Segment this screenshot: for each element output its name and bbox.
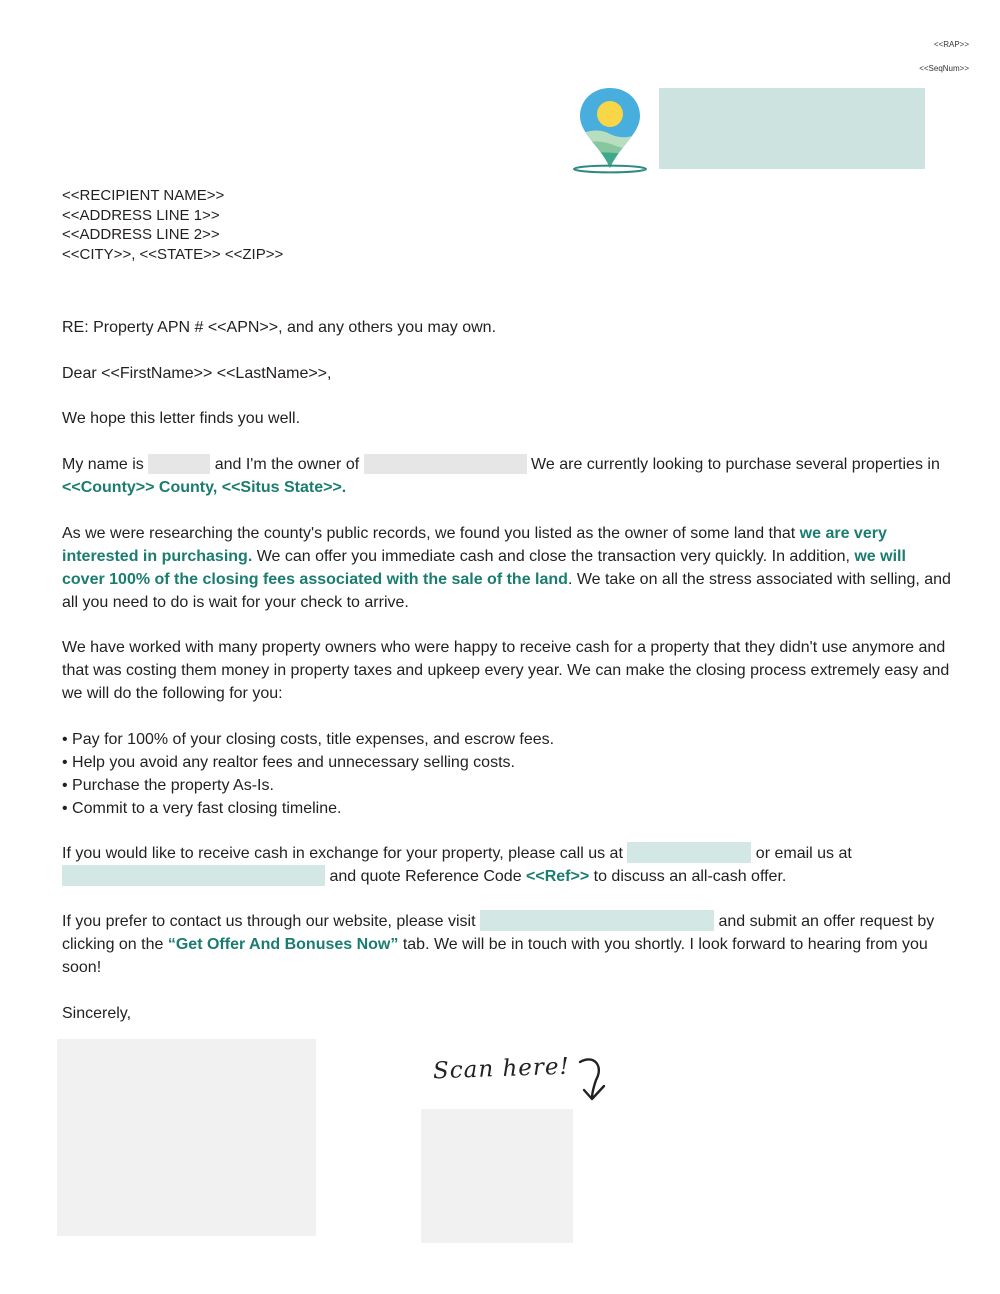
salutation: Dear <<FirstName>> <<LastName>>, xyxy=(62,365,332,382)
contact-text-b: or email us at xyxy=(751,845,852,862)
intro-paragraph xyxy=(62,453,952,499)
scan-here-label: Scan here! xyxy=(432,1053,571,1085)
redacted-phone-number xyxy=(627,842,751,863)
redacted-sender-name xyxy=(148,454,210,474)
qr-code-placeholder xyxy=(421,1109,573,1243)
address-line-2: <<ADDRESS LINE 2>> xyxy=(62,226,220,244)
rap-merge-tag: <<RAP>> xyxy=(933,40,969,49)
research-highlight-1: we are very interested in purchasing. xyxy=(62,525,887,565)
list-item: • Help you avoid any realtor fees and unnecessary selling costs. xyxy=(62,754,515,771)
location-pin-icon xyxy=(570,82,650,174)
closing: Sincerely, xyxy=(62,1005,132,1022)
signature-placeholder xyxy=(57,1039,316,1236)
list-item: • Purchase the property As-Is. xyxy=(62,777,274,794)
offer-tab-name: “Get Offer And Bonuses Now” xyxy=(167,936,399,953)
benefits-list xyxy=(62,728,952,820)
intro-text-c: We are currently looking to purchase several properties in xyxy=(526,456,940,473)
website-text-a: If you prefer to contact us through our website, please visit xyxy=(62,913,480,930)
address-line-1: <<ADDRESS LINE 1>> xyxy=(62,206,220,224)
redacted-website-url xyxy=(480,910,714,931)
contact-paragraph xyxy=(62,842,952,888)
research-text-b: We can offer you immediate cash and close the transaction very quickly. In addition, xyxy=(252,548,855,565)
intro-text-a: My name is xyxy=(62,456,149,473)
research-highlight-2: we will cover 100% of the closing fees associated with the sale of the land xyxy=(62,548,906,588)
seqnum-merge-tag: <<SeqNum>> xyxy=(919,64,969,73)
city-state-zip: <<CITY>>, <<STATE>> <<ZIP>> xyxy=(62,245,284,263)
recipient-address-block xyxy=(62,186,283,264)
research-paragraph xyxy=(62,522,952,614)
experience-paragraph: We have worked with many property owners who were happy to receive cash for a property that they didn't use anymore and that was costing them money in property taxes and upkeep every year. We can make the closing process extremely easy and we will do the following for you: xyxy=(62,639,950,702)
contact-text-d: to discuss an all-cash offer. xyxy=(589,868,787,885)
company-logo-placeholder xyxy=(659,88,925,169)
list-item: • Commit to a very fast closing timeline. xyxy=(62,800,342,817)
list-item: • Pay for 100% of your closing costs, title expenses, and escrow fees. xyxy=(62,731,555,748)
website-paragraph xyxy=(62,910,952,979)
contact-text-a: If you would like to receive cash in exchange for your property, please call us at xyxy=(62,845,628,862)
recipient-name: <<RECIPIENT NAME>> xyxy=(62,187,225,204)
intro-text-b: and I'm the owner of xyxy=(210,456,364,473)
county-state-highlight: <<County>> County, <<Situs State>>. xyxy=(62,479,347,496)
research-text-c: . We take on all the stress associated with selling, and all you need to do is wait for your check to arrive. xyxy=(62,571,951,611)
research-text-a: As we were researching the county's public records, we found you listed as the owner of some land that xyxy=(62,525,800,542)
contact-text-c: and quote Reference Code xyxy=(325,868,527,885)
curved-arrow-icon xyxy=(560,1052,620,1104)
website-text-b: and submit an offer request by clicking on the xyxy=(62,913,935,953)
redacted-company-name xyxy=(364,454,527,474)
re-line: RE: Property APN # <<APN>>, and any others you may own. xyxy=(62,319,497,336)
redacted-email-address xyxy=(62,865,325,886)
website-text-c: tab. We will be in touch with you shortly. I look forward to hearing from you soon! xyxy=(62,936,928,976)
reference-code-tag: <<Ref>> xyxy=(526,868,590,885)
greeting: We hope this letter finds you well. xyxy=(62,410,301,427)
